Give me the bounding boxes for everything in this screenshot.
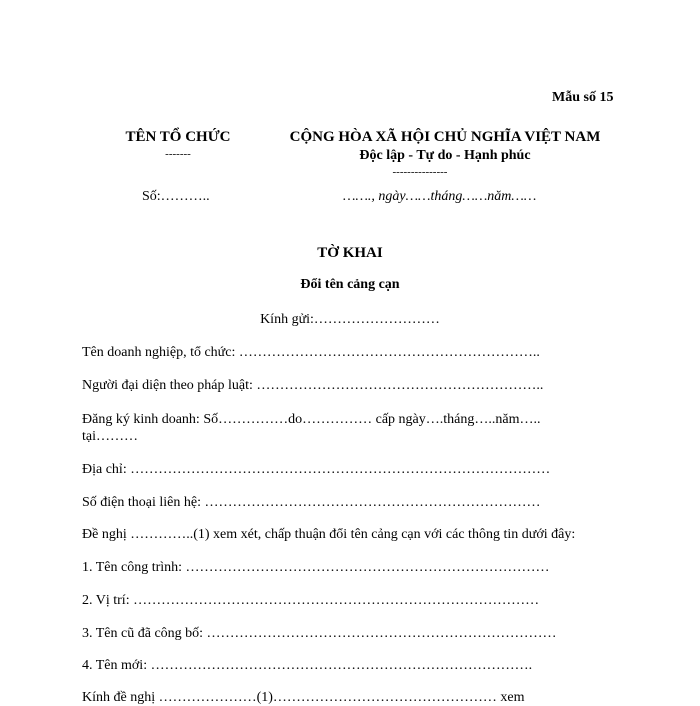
phone-field: Số điện thoại liên hệ: ……………………………………………………………… bbox=[82, 495, 541, 510]
item-location: 2. Vị trí: …………………………………………………………………………… bbox=[82, 593, 540, 608]
motto-underline: --------------- bbox=[392, 166, 448, 178]
item-construction-name: 1. Tên công trình: …………………………………………………………………… bbox=[82, 560, 550, 575]
item-new-name: 4. Tên mới: ………………………………………………………………………. bbox=[82, 658, 533, 673]
recipient-line: Kính gửi:……………………… bbox=[260, 312, 440, 327]
business-registration-place: tại……… bbox=[82, 429, 138, 444]
national-motto: Độc lập - Tự do - Hạnh phúc bbox=[359, 148, 531, 163]
document-title: TỜ KHAI bbox=[317, 245, 383, 261]
legal-representative-field: Người đại diện theo pháp luật: …………………………………………………….. bbox=[82, 378, 544, 393]
org-name-underline: ------- bbox=[165, 148, 191, 160]
closing-line: Kính đề nghị …………………(1)………………………………………… xem bbox=[82, 690, 525, 705]
business-registration-field: Đăng ký kinh doanh: Số……………do…………… cấp ngày….tháng…..năm….. bbox=[82, 412, 541, 427]
form-number: Mẫu số 15 bbox=[552, 90, 614, 105]
address-field: Địa chỉ: ……………………………………………………………………………… bbox=[82, 462, 551, 477]
country-name: CỘNG HÒA XÃ HỘI CHỦ NGHĨA VIỆT NAM bbox=[289, 129, 601, 145]
org-name: TÊN TỔ CHỨC bbox=[125, 129, 231, 145]
document-number: Số:……….. bbox=[142, 189, 210, 204]
company-name-field: Tên doanh nghiệp, tổ chức: ……………………………………………………….. bbox=[82, 345, 540, 360]
item-old-name: 3. Tên cũ đã công bố: ………………………………………………………………… bbox=[82, 626, 557, 641]
date-line: ……., ngày……tháng……năm…… bbox=[343, 189, 537, 204]
document-subtitle: Đổi tên cảng cạn bbox=[300, 277, 400, 292]
request-paragraph: Đề nghị …………..(1) xem xét, chấp thuận đổi tên cảng cạn với các thông tin dưới đây: bbox=[82, 527, 576, 542]
